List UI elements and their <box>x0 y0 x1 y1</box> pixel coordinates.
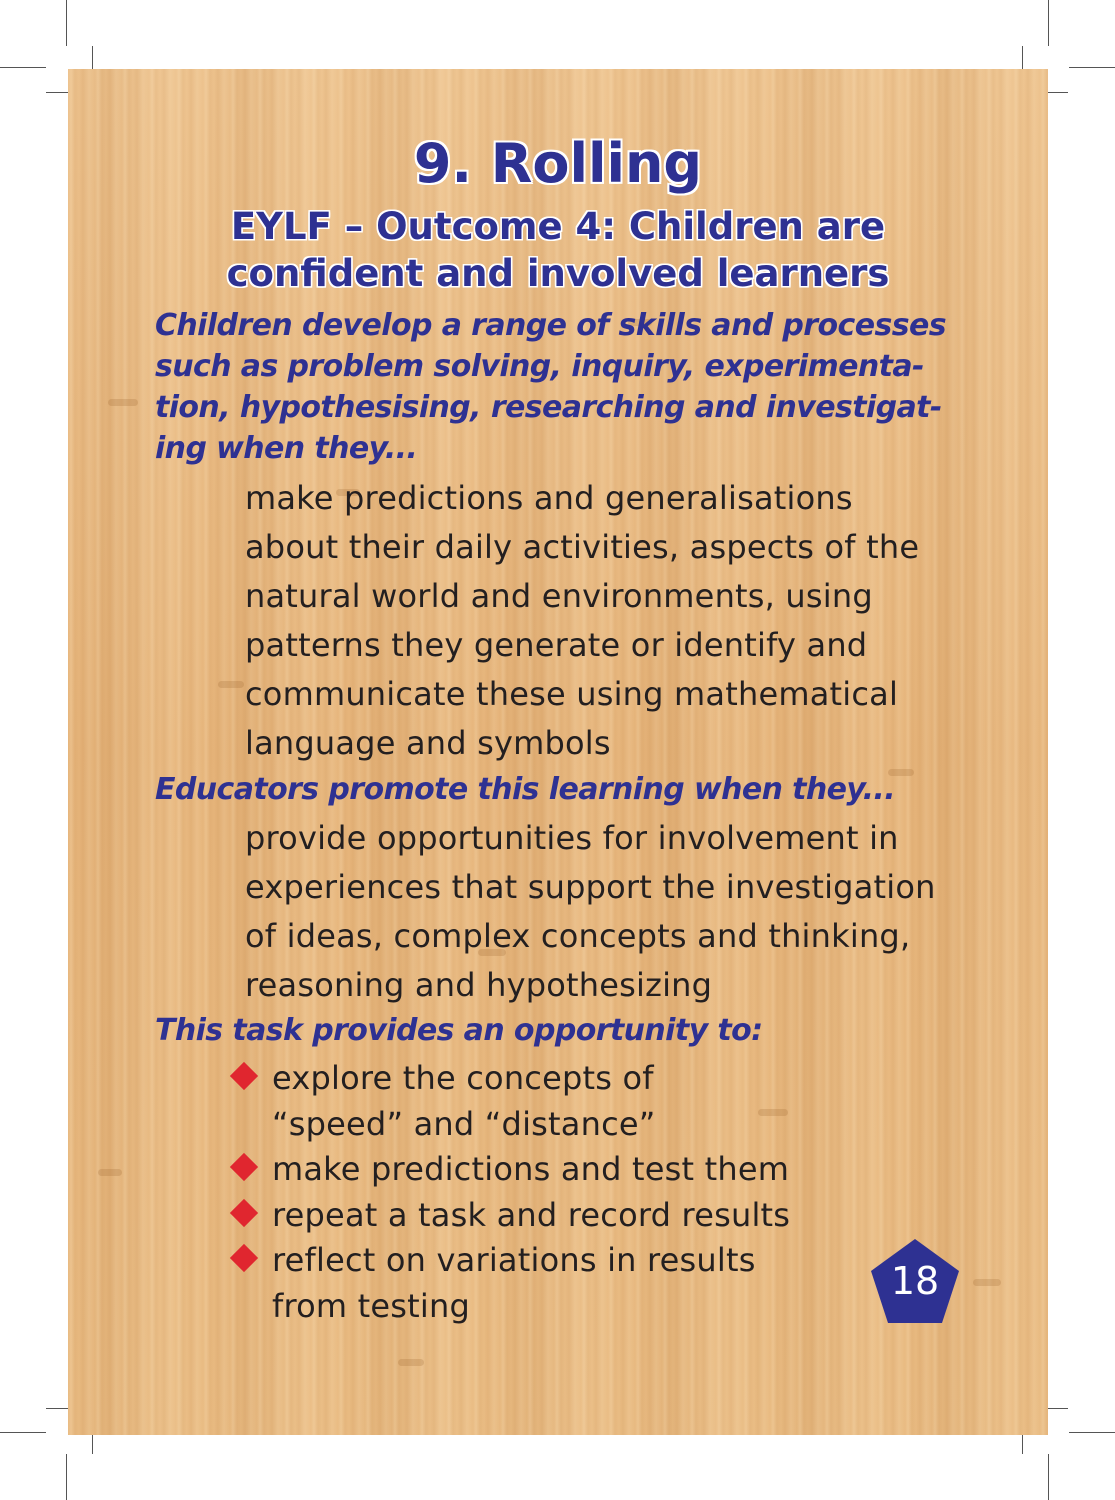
body-line: language and symbols <box>245 724 611 762</box>
heading-line: Children develop a range of skills and processes <box>155 308 946 343</box>
body-line: communicate these using mathematical <box>245 675 899 713</box>
outcome-line: confident and involved learners <box>226 252 890 295</box>
wood-node <box>218 681 244 688</box>
body-line: patterns they generate or identify and <box>245 626 868 664</box>
wood-node <box>108 399 138 406</box>
list-item <box>228 1193 790 1239</box>
body-line: experiences that support the investigation <box>245 868 936 906</box>
heading-line: such as problem solving, inquiry, experimenta- <box>155 349 924 384</box>
bullet-line: make predictions and test them <box>272 1150 790 1188</box>
red-diamond-icon <box>230 1062 258 1090</box>
bullet-line: repeat a task and record results <box>272 1195 791 1234</box>
bullet-line: “speed” and “distance” <box>272 1104 656 1143</box>
crop-mark <box>0 67 46 68</box>
bullet-line: from testing <box>272 1286 470 1325</box>
bullet-line: explore the concepts of <box>272 1059 654 1097</box>
crop-mark <box>1048 1454 1049 1500</box>
list-item <box>228 1238 790 1329</box>
heading-line: tion, hypothesising, researching and investigat- <box>155 390 942 425</box>
wood-node <box>973 1279 1001 1286</box>
red-diamond-icon <box>230 1153 258 1181</box>
page-title: 9. Rolling <box>413 132 703 195</box>
body-line: reasoning and hypothesizing <box>245 966 713 1004</box>
heading-line: ing when they... <box>155 431 418 466</box>
bullet-line: reflect on variations in results <box>272 1241 756 1279</box>
educators-heading: Educators promote this learning when they... <box>155 772 896 807</box>
body-line: make predictions and generalisations <box>245 479 853 517</box>
body-line: of ideas, complex concepts and thinking, <box>245 917 911 955</box>
page-number: 18 <box>890 1259 940 1303</box>
crop-mark <box>1048 0 1049 46</box>
list-item <box>228 1147 790 1193</box>
body-line: provide opportunities for involvement in <box>245 819 899 857</box>
page-number-badge <box>869 1237 961 1325</box>
crop-mark <box>0 1432 46 1433</box>
educators-text <box>245 814 936 1010</box>
body-line: natural world and environments, using <box>245 577 873 615</box>
outcome-heading <box>68 203 1048 297</box>
crop-mark <box>66 0 67 46</box>
children-develop-heading <box>155 305 946 469</box>
task-bullet-list <box>228 1056 790 1329</box>
list-item <box>228 1056 790 1147</box>
activity-card <box>68 69 1048 1435</box>
outcome-line: EYLF – Outcome 4: Children are <box>230 205 886 248</box>
crop-mark <box>1069 67 1115 68</box>
wood-node <box>98 1169 122 1176</box>
crop-mark <box>66 1454 67 1500</box>
children-develop-text <box>245 474 919 768</box>
crop-mark <box>1069 1432 1115 1433</box>
red-diamond-icon <box>230 1244 258 1272</box>
task-heading: This task provides an opportunity to: <box>155 1013 763 1048</box>
body-line: about their daily activities, aspects of the <box>245 528 920 566</box>
red-diamond-icon <box>230 1198 258 1226</box>
wood-node <box>398 1359 424 1366</box>
